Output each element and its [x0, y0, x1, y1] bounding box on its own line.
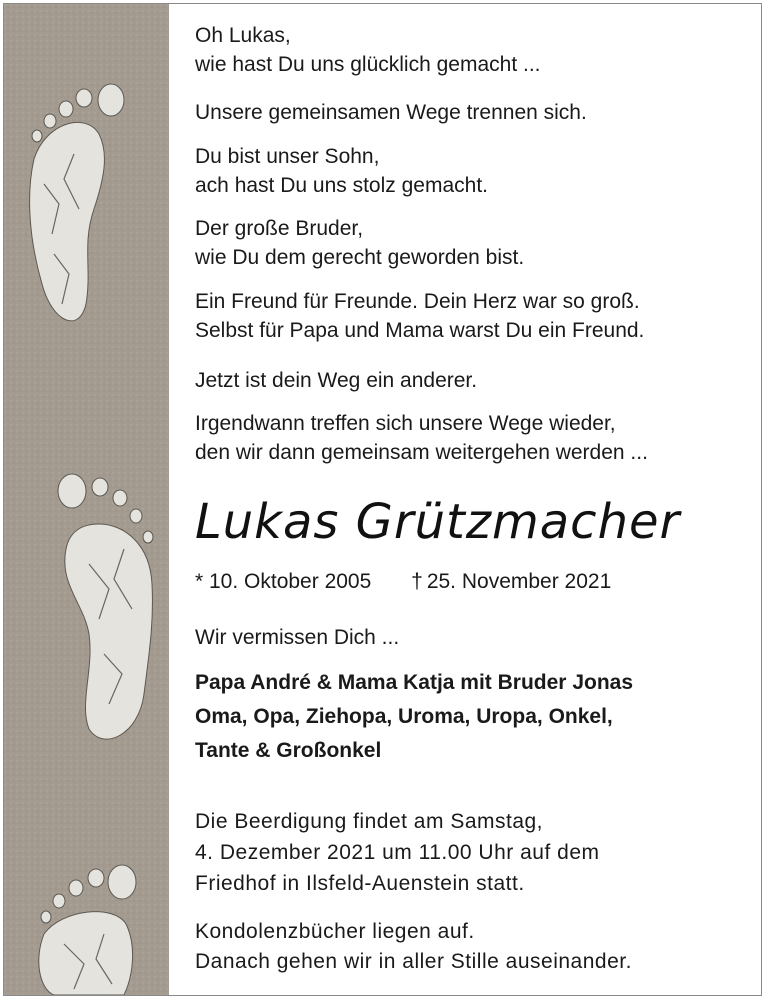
poem-line: wie Du dem gerecht geworden bist.	[195, 246, 525, 269]
funeral-line: Friedhof in Ilsfeld-Auenstein statt.	[195, 872, 525, 895]
mourners-line: Papa André & Mama Katja mit Bruder Jonas	[195, 671, 634, 694]
condolence-line: Kondolenzbücher liegen auf.	[195, 920, 475, 943]
poem-line: Jetzt ist dein Weg ein anderer.	[195, 369, 478, 392]
condolence-line: Danach gehen wir in aller Stille auseinander.	[195, 950, 632, 973]
poem-line: Der große Bruder,	[195, 217, 364, 240]
funeral-line: Die Beerdigung findet am Samstag,	[195, 810, 544, 833]
poem-line: Irgendwann treffen sich unsere Wege wieder,	[195, 412, 616, 435]
poem-line: Unsere gemeinsamen Wege trennen sich.	[195, 101, 587, 124]
life-dates	[195, 567, 611, 596]
mourners-list	[195, 668, 633, 765]
mourners-intro: Wir vermissen Dich ...	[195, 626, 400, 649]
mourners-line: Oma, Opa, Ziehopa, Uroma, Uropa, Onkel,	[195, 705, 613, 728]
poem-line: Ein Freund für Freunde. Dein Herz war so groß.	[195, 290, 640, 313]
funeral-line: 4. Dezember 2021 um 11.00 Uhr auf dem	[195, 841, 600, 864]
funeral-info	[195, 806, 600, 899]
poem-stanza-5	[195, 287, 644, 345]
poem-line: wie hast Du uns glücklich gemacht ...	[195, 53, 541, 76]
condolence-info	[195, 917, 632, 977]
mourners-line: Tante & Großonkel	[195, 739, 382, 762]
poem-stanza-6	[195, 366, 477, 395]
deceased-name: Lukas Grützmacher	[195, 494, 681, 550]
footprints-image	[4, 4, 169, 995]
poem-stanza-4	[195, 214, 524, 272]
cross-icon: †	[411, 570, 423, 593]
poem-line: Selbst für Papa und Mama warst Du ein Freund.	[195, 319, 645, 342]
poem-stanza-3	[195, 142, 488, 200]
poem-line: Oh Lukas,	[195, 24, 291, 47]
poem-line: den wir dann gemeinsam weitergehen werden ...	[195, 441, 648, 464]
death-date-wrap	[411, 570, 611, 593]
footprints-illustration	[4, 4, 169, 995]
poem-stanza-1	[195, 21, 541, 79]
death-date: 25. November 2021	[426, 570, 612, 593]
poem-stanza-2	[195, 98, 587, 127]
poem-stanza-7	[195, 409, 648, 467]
poem-line: Du bist unser Sohn,	[195, 145, 380, 168]
birth-date: * 10. Oktober 2005	[195, 570, 372, 593]
poem-line: ach hast Du uns stolz gemacht.	[195, 174, 488, 197]
